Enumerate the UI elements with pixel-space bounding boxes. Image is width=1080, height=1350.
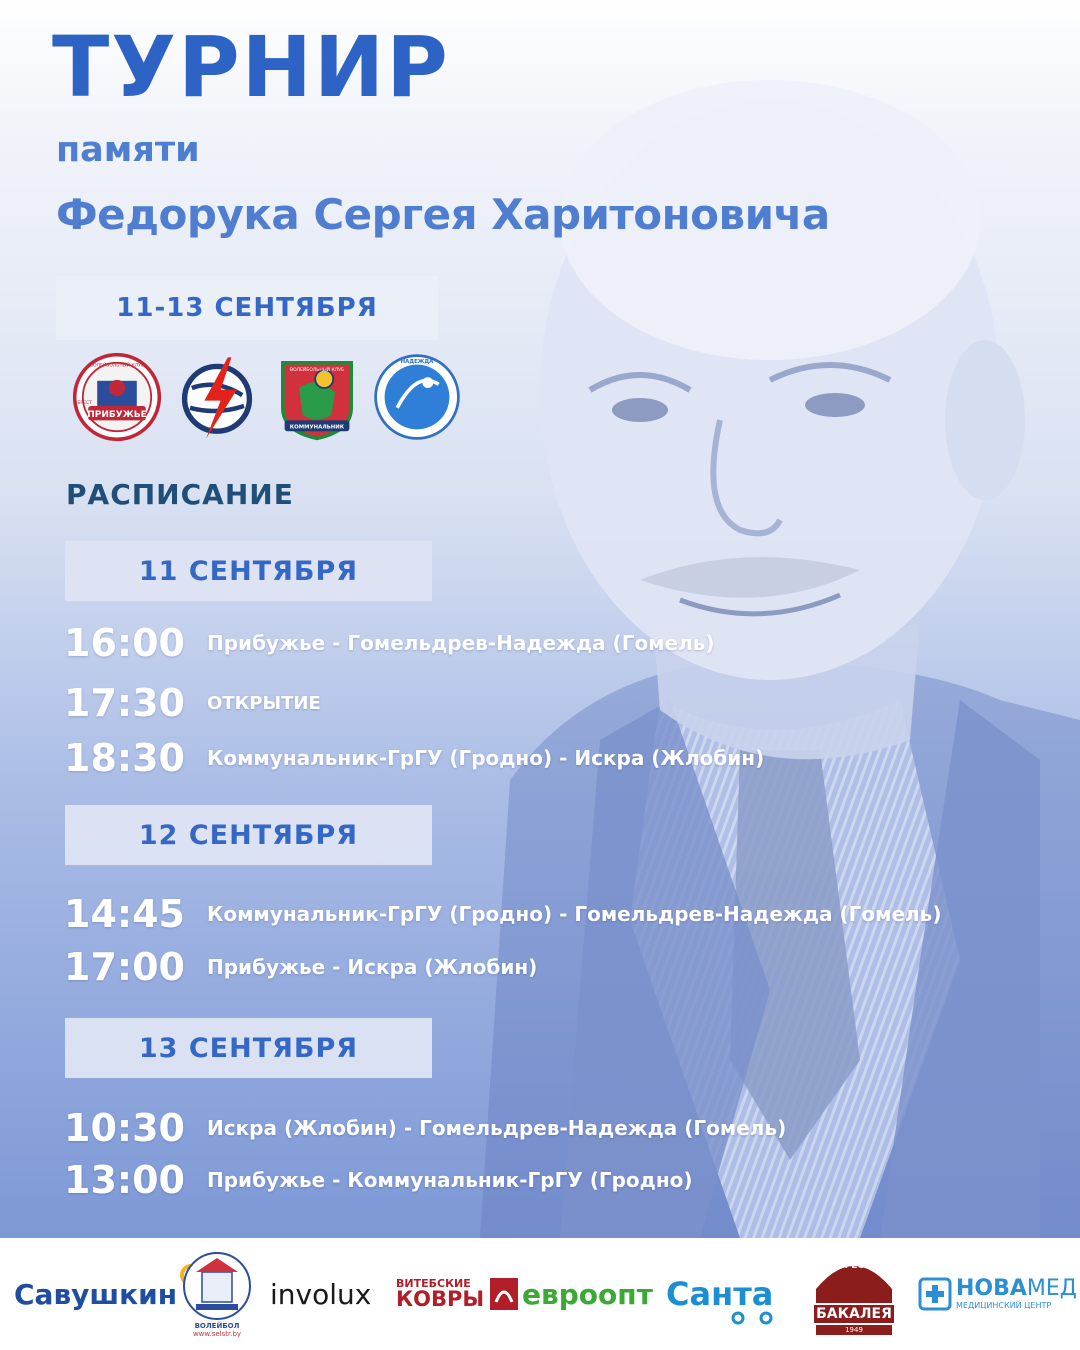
event-match: Коммунальник-ГрГУ (Гродно) - Гомельдрев-Надежда (Гомель) [207,902,942,926]
tournament-dates [56,276,438,340]
cart-wheels-icon [726,1311,786,1325]
brest-site-text: www.selstr.by [192,1330,242,1338]
day-header-2 [65,805,432,865]
bakaleya-text: БАКАЛЕЯ [816,1306,892,1322]
event-match: Коммунальник-ГрГУ (Гродно) - Искра (Жлобин) [207,746,765,770]
day-header-1 [65,541,432,601]
evroopt-text: евроопт [522,1277,653,1311]
schedule-row [64,618,715,668]
kommunalnik-logo [272,352,362,442]
pribuzhye-ring-text: ВОЛЕЙБОЛЬНЫЙ КЛУБ [90,363,144,369]
event-match: Прибужье - Гомельдрев-Надежда (Гомель) [207,631,715,655]
pribuzhye-name: ПРИБУЖЬЕ [87,409,147,420]
event-time: 17:00 [64,945,185,989]
tournament-dates-text: 11-13 СЕНТЯБРЯ [116,293,378,323]
schedule-heading: РАСПИСАНИЕ [66,478,294,511]
event-time: 14:45 [64,892,185,936]
kovry-top-text: ВИТЕБСКИЕ [396,1277,471,1290]
schedule-row [64,889,941,939]
event-time: 18:30 [64,736,185,780]
savushkin-text: Савушкин [14,1277,178,1311]
brest-sign-text: ВОЛЕЙБОЛ [194,1322,240,1330]
event-time: 17:30 [64,681,185,725]
evroopt-logo [522,1238,653,1350]
bakaleya-year-text: 1949 [845,1326,863,1334]
poster-subtitle: памяти [56,130,200,170]
brest-logo [182,1238,252,1350]
event-match: ОТКРЫТИЕ [207,692,321,714]
team-logos [72,352,462,442]
event-match: Прибужье - Коммунальник-ГрГУ (Гродно) [207,1168,693,1192]
santa-text: Санта [666,1275,774,1313]
event-match: Прибужье - Искра (Жлобин) [207,955,538,979]
person-name: Федорука Сергея Харитоновича [56,190,830,239]
involux-text: involux [270,1277,372,1311]
pribuzhye-logo [72,352,162,442]
bakaleya-logo [808,1238,900,1350]
novamed-logo [918,1238,1077,1350]
pribuzhye-city: БРЕСТ [77,401,92,407]
schedule-row [64,678,321,728]
day-header-3 [65,1018,432,1078]
novamed-sub-text: МЕДИЦИНСКИЙ ЦЕНТР [956,1301,1052,1310]
novamed-icon [918,1277,952,1311]
nadezhda-logo [372,352,462,442]
event-time: 13:00 [64,1158,185,1202]
iskra-logo [172,352,262,442]
schedule-row [64,1155,693,1205]
event-match: Искра (Жлобин) - Гомельдрев-Надежда (Гомель) [207,1116,787,1140]
savushkin-logo [14,1238,203,1350]
schedule-row [64,942,537,992]
vitebsk-kovry-logo [396,1238,520,1350]
nadezhda-ring: НАДЕЖДА [400,358,434,365]
day-label: 11 СЕНТЯБРЯ [138,555,359,587]
sponsors-bar [0,1238,1080,1350]
kovry-icon [488,1276,520,1312]
santa-logo [666,1238,773,1350]
building-icon [182,1250,252,1322]
novamed-med-text: МЕД [1026,1276,1077,1301]
poster-title: ТУРНИР [52,18,450,116]
involux-logo [270,1238,371,1350]
day-label: 12 СЕНТЯБРЯ [138,819,359,851]
schedule-row [64,1103,786,1153]
kommunalnik-name: КОММУНАЛЬНИК [289,424,345,431]
bakaleya-top-text: БРЕСТ [837,1261,871,1271]
novamed-nova-text: НОВА [956,1276,1027,1301]
schedule-row [64,733,764,783]
kovry-text: КОВРЫ [396,1287,485,1311]
day-label: 13 СЕНТЯБРЯ [138,1032,359,1064]
event-time: 10:30 [64,1106,185,1150]
kommunalnik-top: ВОЛЕЙБОЛЬНЫЙ КЛУБ [290,367,344,373]
event-time: 16:00 [64,621,185,665]
